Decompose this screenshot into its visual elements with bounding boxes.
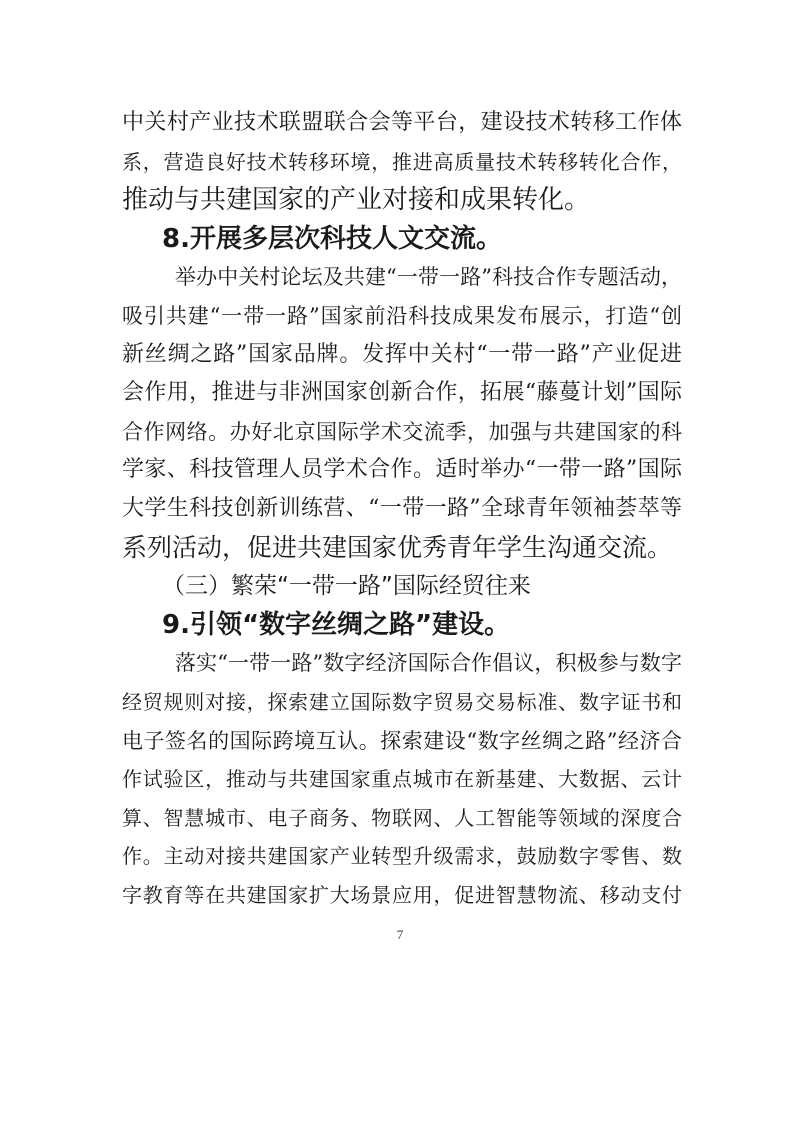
paragraph-line: 作试验区，推动与共建国家重点城市在新基建、大数据、云计 bbox=[122, 767, 682, 791]
paragraph-line: 作。主动对接共建国家产业转型升级需求，鼓励数字零售、数 bbox=[122, 844, 682, 868]
section-heading-9: 9.引领“数字丝绸之路”建设。 bbox=[162, 610, 511, 640]
paragraph-line: 学家、科技管理人员学术合作。适时举办“一带一路”国际 bbox=[122, 457, 682, 482]
paragraph-line: 系列活动，促进共建国家优秀青年学生沟通交流。 bbox=[122, 533, 673, 562]
paragraph-line: 会作用，推进与非洲国家创新合作，拓展“藤蔓计划”国际 bbox=[122, 380, 682, 405]
paragraph-line: 系，营造良好技术转移环境，推进高质量技术转移转化合作， bbox=[122, 150, 682, 174]
section-heading-8: 8.开展多层次科技人文交流。 bbox=[162, 224, 502, 254]
paragraph-line: 大学生科技创新训练营、“一带一路”全球青年领袖荟萃等 bbox=[122, 496, 682, 521]
paragraph-line: 算、智慧城市、电子商务、物联网、人工智能等领域的深度合 bbox=[122, 806, 682, 830]
paragraph-line: 字教育等在共建国家扩大场景应用，促进智慧物流、移动支付 bbox=[122, 883, 682, 907]
paragraph-line: 落实“一带一路”数字经济国际合作倡议，积极参与数字 bbox=[175, 651, 682, 675]
paragraph-line: 举办中关村论坛及共建“一带一路”科技合作专题活动， bbox=[175, 265, 682, 289]
paragraph-line: 中关村产业技术联盟联合会等平台，建设技术转移工作体 bbox=[122, 110, 682, 135]
paragraph-line: 合作网络。办好北京国际学术交流季，加强与共建国家的科 bbox=[122, 420, 682, 444]
paragraph-line: 电子签名的国际跨境互认。探索建设“数字丝绸之路”经济合 bbox=[122, 729, 682, 753]
paragraph-line: 吸引共建“一带一路”国家前沿科技成果发布展示，打造“创 bbox=[122, 304, 682, 328]
page-number: 7 bbox=[396, 927, 404, 942]
subsection-title: （三）繁荣“一带一路”国际经贸往来 bbox=[162, 573, 531, 599]
paragraph-line: 新丝绸之路”国家品牌。发挥中关村“一带一路”产业促进 bbox=[122, 342, 682, 367]
paragraph-line: 推动与共建国家的产业对接和成果转化。 bbox=[122, 185, 591, 215]
paragraph-line: 经贸规则对接，探索建立国际数字贸易交易标准、数字证书和 bbox=[122, 690, 682, 714]
